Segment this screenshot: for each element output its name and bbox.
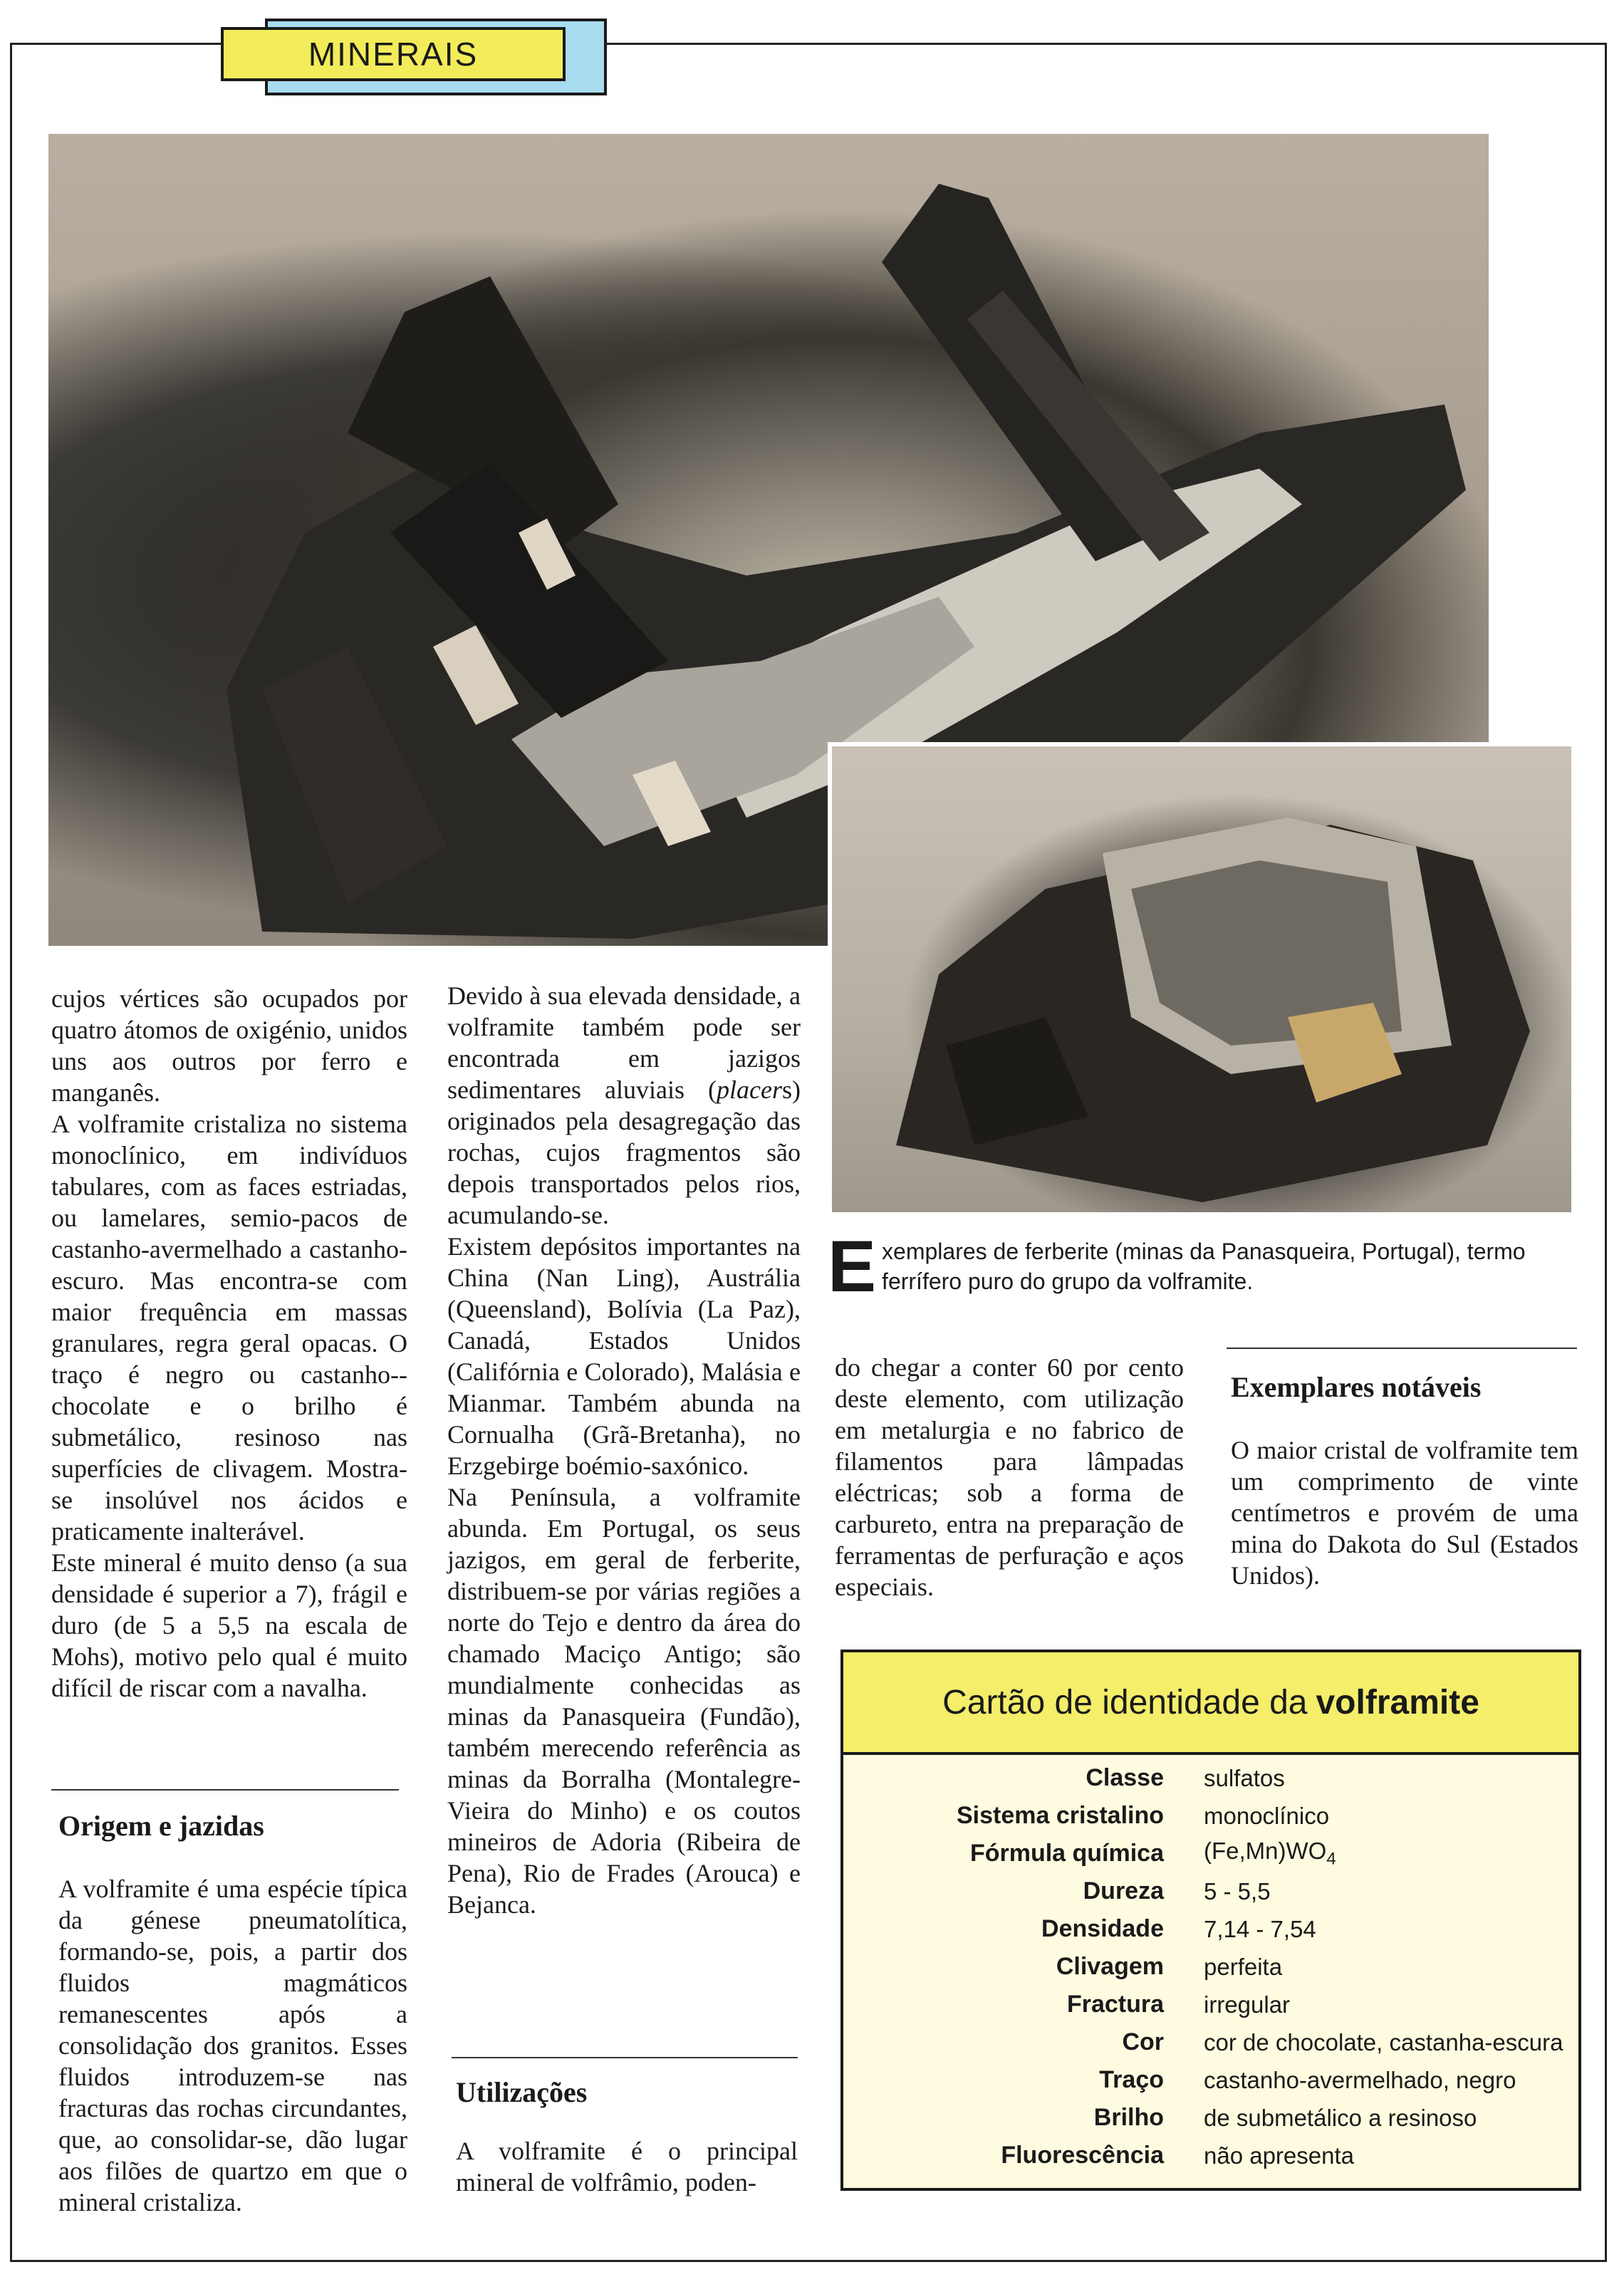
property-row-formula-quimica	[843, 1835, 1578, 1872]
paragraph: Este mineral é muito denso (a sua densidade é superior a 7), frágil e duro (de 5 a 5,5 na escala de Mohs), motivo pelo qual é muito difícil de riscar com a navalha.	[51, 1548, 407, 1702]
paragraph: do chegar a conter 60 por cento deste elemento, com utilização em metalurgia e no fabrico de filamentos para lâmpadas eléctricas; sob a forma de carbureto, entra na preparação de ferramentas de perfuração e aços especiais.	[835, 1353, 1184, 1601]
formula-text: (Fe,Mn)WO	[1204, 1838, 1327, 1865]
paragraph: cujos vértices são ocupados por quatro átomos de oxigénio, unidos uns aos outros por ferro e manganês.	[51, 984, 407, 1107]
ferberite-specimen-illustration	[832, 746, 1571, 1212]
property-label: Densidade	[1041, 1915, 1164, 1942]
paragraph: O maior cristal de volframite tem um comprimento de vinte centímetros e provém de uma mina do Dakota do Sul (Estados Unidos).	[1231, 1436, 1578, 1590]
property-label: Sistema cristalino	[956, 1802, 1164, 1829]
heading-exemplares: Exemplares notáveis	[1231, 1371, 1482, 1403]
paragraph	[447, 980, 801, 1231]
text-column-1-continued	[58, 1873, 407, 2218]
heading-origem: Origem e jazidas	[58, 1810, 264, 1842]
text-column-2	[447, 980, 801, 1920]
property-label: Fórmula química	[969, 1840, 1164, 1867]
drop-cap: E	[828, 1226, 877, 1307]
paragraph: A volframite é uma espécie típica da génese pneumatolítica, formando-se, pois, a partir dos fluidos magmáticos remanescentes após a consolidação dos granitos. Esses fluidos introduzem-se nas fracturas das rochas circundantes, que, ao consolidar-se, dão lugar aos filões de quartzo em que o mineral cristaliza.	[58, 1875, 407, 2216]
property-row-brilho	[843, 2099, 1578, 2137]
identity-card	[840, 1650, 1581, 2191]
property-label: Traço	[1099, 2066, 1164, 2093]
property-row-cor	[843, 2023, 1578, 2061]
property-value: não apresenta	[1204, 2142, 1355, 2169]
property-value: sulfatos	[1204, 1764, 1285, 1791]
property-row-traco	[843, 2061, 1578, 2099]
frame-bottom	[10, 2260, 1607, 2262]
paragraph: Existem depósitos importantes na China (Nan Ling), Austrália (Queensland), Bolívia (La Paz), Canadá, Estados Unidos (Califórnia e Colorado), Malásia e Mianmar. Também abunda na Cornualha (Grã-Bretanha), no Erzgebirge boémio-saxónico.	[447, 1232, 801, 1480]
property-value: castanho-avermelhado, negro	[1204, 2066, 1516, 2093]
text-column-4	[1231, 1434, 1578, 1591]
property-value: 7,14 - 7,54	[1204, 1915, 1316, 1942]
paragraph: Na Península, a volframite abunda. Em Portugal, os seus jazigos, em geral de ferberite, distribuem-se por várias regiões a norte do Tejo e dentro da área do chamado Maciço Antigo; são mundialmente conhecidas as minas da Panasqueira (Fundão), também merecendo referência as minas da Borralha (Montalegre-Vieira do Minho) e os coutos mineiros de Adoria (Ribeira de Pena), Rio de Frades (Arouca) e Bejanca.	[447, 1483, 801, 1919]
identity-card-title-mineral: volframite	[1316, 1683, 1479, 1721]
identity-card-title-prefix: Cartão de identidade da	[942, 1683, 1308, 1721]
property-label: Fractura	[1066, 1991, 1164, 2018]
property-row-dureza	[843, 1872, 1578, 1910]
italic-term: placer	[717, 1075, 782, 1104]
text-span: s) originados pela desagregação das rochas, cujos fragmentos são depois transportados pelos rios, acumulando-se.	[447, 1075, 801, 1229]
section-label: MINERAIS	[221, 27, 566, 81]
property-value: irregular	[1204, 1991, 1291, 2018]
property-value: cor de chocolate, castanha-escura	[1204, 2028, 1563, 2055]
property-row-fluorescencia	[843, 2137, 1578, 2174]
frame-left	[10, 43, 12, 2262]
property-row-sistema-cristalino	[843, 1797, 1578, 1835]
paragraph: A volframite cristaliza no sistema monoclínico, em indivíduos tabulares, com as faces estriadas, ou lamelares, semio-pacos de castanho-avermelhado a castanho-escuro. Mas encontra-se com maior frequência em massas granulares, regra geral opacas. O traço é negro ou castanho--chocolate e o brilho é submetálico, resinoso nas superfícies de clivagem. Mostra-se insolúvel nos ácidos e praticamente inalterável.	[51, 1110, 407, 1546]
caption-text: xemplares de ferberite (minas da Panasqueira, Portugal), termo ferrífero puro do grupo da volframite.	[882, 1239, 1526, 1294]
property-label: Cor	[1122, 2028, 1164, 2055]
identity-card-rows	[843, 1759, 1578, 2174]
heading-utilizacoes: Utilizações	[456, 2076, 588, 2108]
property-row-densidade	[843, 1910, 1578, 1948]
paragraph: A volframite é o principal mineral de volfrâmio, poden-	[456, 2137, 798, 2197]
section-divider	[452, 2057, 798, 2058]
property-row-fractura	[843, 1986, 1578, 2023]
identity-card-title	[843, 1652, 1578, 1755]
text-column-2-continued	[456, 2135, 798, 2198]
property-value: monoclínico	[1204, 1802, 1330, 1829]
ferberite-photo	[828, 742, 1576, 1216]
property-row-clivagem	[843, 1948, 1578, 1986]
section-divider	[1227, 1348, 1577, 1349]
property-value: 5 - 5,5	[1204, 1877, 1271, 1904]
property-value: perfeita	[1204, 1953, 1283, 1980]
formula-subscript: 4	[1326, 1849, 1336, 1869]
property-label: Dureza	[1083, 1877, 1164, 1904]
property-label: Fluorescência	[1001, 2142, 1164, 2169]
property-value: de submetálico a resinoso	[1204, 2104, 1477, 2131]
frame-right	[1605, 43, 1607, 2262]
photo-caption	[828, 1226, 1583, 1307]
property-value	[1204, 1838, 1336, 1870]
property-label: Classe	[1086, 1764, 1164, 1791]
text-column-3	[835, 1352, 1184, 1603]
property-label: Clivagem	[1056, 1953, 1164, 1980]
text-span: Devido à sua elevada densidade, a volframite também pode ser encontrada em jazigos sedimentares aluviais (	[447, 981, 801, 1104]
property-row-classe	[843, 1759, 1578, 1797]
property-label: Brilho	[1093, 2104, 1164, 2131]
section-divider	[51, 1789, 399, 1791]
text-column-1	[51, 983, 407, 1704]
